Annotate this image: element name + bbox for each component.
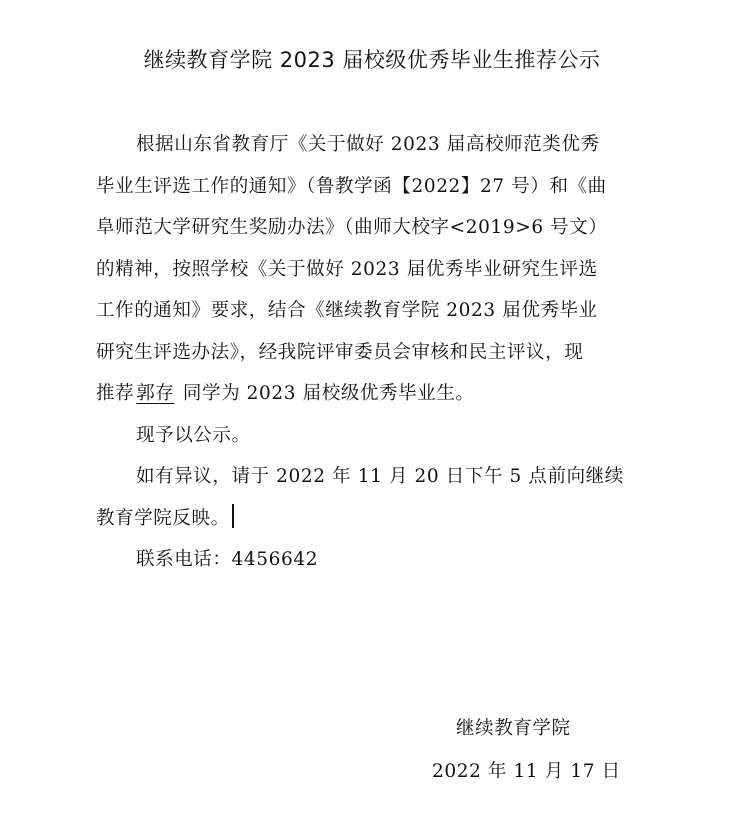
paragraph-1-line-7 [96,373,656,415]
document-body [96,124,656,581]
paragraph-1-line-6: 研究生评选办法》，经我院评审委员会审核和民主评议，现 [96,341,584,363]
paragraph-1-line-3: 阜师范大学研究生奖励办法》（曲师大校字<2019>6 号文） [96,217,608,238]
signature-organization: 继续教育学院 [456,718,571,739]
paragraph-3-line-2 [96,498,656,540]
paragraph-1-line-1: 根据山东省教育厅《关于做好 2023 届高校师范类优秀 [136,134,600,155]
document-title: 继续教育学院 2023 届校级优秀毕业生推荐公示 [143,48,601,72]
contact-phone: 联系电话：4456642 [136,549,319,570]
nomination-suffix: 同学为 2023 届校级优秀毕业生。 [182,383,475,404]
text-cursor [232,504,234,528]
paragraph-3-line-1: 如有异议，请于 2022 年 11 月 20 日下午 5 点前向继续 [136,466,624,487]
nomination-prefix: 推荐 [96,383,135,404]
paragraph-1-line-2: 毕业生评选工作的通知》（鲁教学函【2022】27 号）和《曲 [96,175,607,197]
paragraph-3-line-2-text: 教育学院反映。 [96,507,230,529]
paragraph-2: 现予以公示。 [136,424,251,446]
signature-date: 2022 年 11 月 17 日 [432,761,621,782]
nominee-name: 郭存 [136,383,175,404]
paragraph-1-line-4: 的精神，按照学校《关于做好 2023 届优秀毕业研究生评选 [96,258,598,280]
paragraph-1-line-5: 工作的通知》要求，结合《继续教育学院 2023 届优秀毕业 [96,300,598,321]
